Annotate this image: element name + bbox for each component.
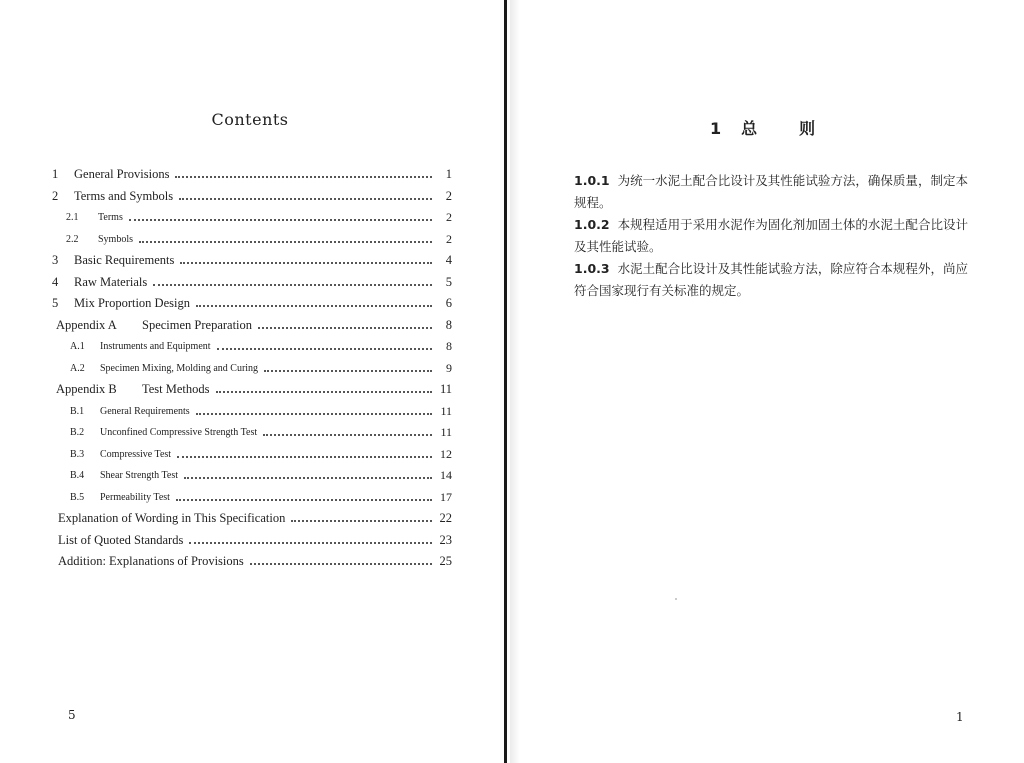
toc-entry-number: Appendix A xyxy=(56,317,117,332)
toc-entry xyxy=(52,444,452,466)
toc-entry-label: Addition: Explanations of Provisions xyxy=(58,554,244,569)
toc-leader-dots xyxy=(177,455,432,458)
toc-entry-label: Explanation of Wording in This Specification xyxy=(58,511,286,526)
toc-entry-page: 25 xyxy=(439,554,452,569)
toc-leader-dots xyxy=(176,498,432,501)
toc-entry-page: 4 xyxy=(445,253,452,268)
clause-text: 为统一水泥土配合比设计及其性能试验方法，确保质量，制定本规程。 xyxy=(574,173,968,210)
toc-entry xyxy=(52,186,452,208)
toc-entry xyxy=(52,530,452,552)
toc-entry-label: General Requirements xyxy=(100,405,190,417)
toc-entry xyxy=(52,551,452,573)
toc-entry-page: 22 xyxy=(439,511,452,526)
toc-entry-page: 9 xyxy=(446,360,452,375)
toc-leader-dots xyxy=(139,240,432,243)
toc-entry-label: Basic Requirements xyxy=(74,253,175,268)
toc-leader-dots xyxy=(216,390,432,393)
toc-entry-page: 11 xyxy=(440,425,452,440)
toc-entry-page: 17 xyxy=(440,489,452,504)
toc-entry-number: B.3 xyxy=(70,448,85,460)
chapter-title-char-2: 则 xyxy=(799,119,816,138)
toc-leader-dots xyxy=(291,519,432,522)
toc-entry xyxy=(52,508,452,530)
toc-entry-label: Raw Materials xyxy=(74,274,148,289)
toc-leader-dots xyxy=(179,197,432,200)
book-spine xyxy=(504,0,507,763)
toc-entry-label: List of Quoted Standards xyxy=(58,532,184,547)
toc-entry-page: 2 xyxy=(446,210,452,225)
clause-number: 1.0.1 xyxy=(574,173,610,188)
toc-entry-page: 5 xyxy=(445,274,452,289)
toc-leader-dots xyxy=(129,218,432,221)
toc-entry-number: 2.1 xyxy=(66,212,79,224)
toc-entry-number: A.2 xyxy=(70,362,85,374)
toc-entry xyxy=(52,422,452,444)
toc-entry-label: Compressive Test xyxy=(100,448,172,460)
toc-leader-dots xyxy=(258,326,432,329)
toc-entry xyxy=(52,465,452,487)
toc-entry-label: Shear Strength Test xyxy=(100,470,178,482)
toc-entry-number: Appendix B xyxy=(56,382,117,397)
toc-entry-label: Unconfined Compressive Strength Test xyxy=(100,427,258,439)
clause-1-0-3 xyxy=(574,258,968,302)
toc-entry-number: A.1 xyxy=(70,341,85,353)
toc-entry-number: 4 xyxy=(52,274,59,289)
toc-entry-page: 8 xyxy=(445,317,452,332)
toc-entry-page: 6 xyxy=(445,296,452,311)
toc-entry-page: 2 xyxy=(446,231,452,246)
toc-entry xyxy=(52,379,452,401)
toc-entry-number: B.4 xyxy=(70,470,85,482)
clause-number: 1.0.3 xyxy=(574,261,610,276)
toc-leader-dots xyxy=(217,347,432,350)
toc-entry-page: 2 xyxy=(445,188,452,203)
toc-leader-dots xyxy=(263,433,432,436)
toc-entry-number: 5 xyxy=(52,296,59,311)
chapter-number: 1 xyxy=(710,119,722,138)
clause-text: 本规程适用于采用水泥作为固化剂加固土体的水泥土配合比设计及其性能试验。 xyxy=(574,217,968,254)
toc-entry xyxy=(52,229,452,251)
clause-text: 水泥土配合比设计及其性能试验方法，除应符合本规程外，尚应符合国家现行有关标准的规定。 xyxy=(574,261,968,298)
toc-entry-number: 2 xyxy=(52,188,59,203)
chapter-page xyxy=(520,0,1024,763)
toc-entry-label: Mix Proportion Design xyxy=(74,296,190,311)
clause-number: 1.0.2 xyxy=(574,217,610,232)
toc-leader-dots xyxy=(189,541,432,544)
clause-1-0-2 xyxy=(574,214,968,258)
toc-entry-number: 1 xyxy=(52,167,59,182)
toc-entry xyxy=(52,207,452,229)
toc-leader-dots xyxy=(250,562,432,565)
toc-entry-number: B.5 xyxy=(70,491,85,503)
chapter-heading xyxy=(710,116,815,139)
toc-entry-number: 2.2 xyxy=(66,233,79,245)
toc-leader-dots xyxy=(196,412,432,415)
toc-entry-label: Terms xyxy=(98,212,123,224)
clause-1-0-1 xyxy=(574,170,968,214)
scan-speck xyxy=(675,598,677,600)
clause-list xyxy=(574,170,968,302)
toc-entry xyxy=(52,401,452,423)
toc-leader-dots xyxy=(153,283,432,286)
contents-page xyxy=(0,0,504,763)
toc-entry xyxy=(52,164,452,186)
toc-leader-dots xyxy=(196,304,432,307)
toc-entry xyxy=(52,487,452,509)
toc-entry-page: 11 xyxy=(439,382,452,397)
toc-entry-label: General Provisions xyxy=(74,167,170,182)
toc-entry xyxy=(52,336,452,358)
toc-entry xyxy=(52,293,452,315)
toc-entry-label: Test Methods xyxy=(142,382,210,397)
toc-entry-number: B.2 xyxy=(70,427,85,439)
toc-leader-dots xyxy=(180,261,432,264)
toc-entry-page: 1 xyxy=(445,167,452,182)
toc-entry xyxy=(52,250,452,272)
toc-leader-dots xyxy=(184,476,432,479)
toc-entry xyxy=(52,315,452,337)
toc-entry-number: B.1 xyxy=(70,405,85,417)
toc-entry-label: Instruments and Equipment xyxy=(100,341,211,353)
toc-entry-page: 11 xyxy=(440,403,452,418)
contents-title: Contents xyxy=(211,110,289,129)
chapter-title-char-1: 总 xyxy=(741,119,758,138)
toc-entry xyxy=(52,358,452,380)
toc-leader-dots xyxy=(264,369,432,372)
spine-shadow xyxy=(510,0,520,763)
toc-entry-label: Specimen Preparation xyxy=(142,317,253,332)
toc-entry-page: 23 xyxy=(439,532,452,547)
toc-entry-page: 12 xyxy=(440,446,452,461)
toc-entry-label: Specimen Mixing, Molding and Curing xyxy=(100,362,259,374)
toc-entry-page: 14 xyxy=(440,468,452,483)
toc-entry-page: 8 xyxy=(446,339,452,354)
toc-entry-label: Terms and Symbols xyxy=(74,188,174,203)
toc-entry xyxy=(52,272,452,294)
page-number-left: 5 xyxy=(68,708,76,722)
toc-entry-label: Symbols xyxy=(98,233,134,245)
table-of-contents xyxy=(52,164,452,573)
toc-leader-dots xyxy=(175,175,432,178)
page-number-right: 1 xyxy=(956,710,964,724)
toc-entry-label: Permeability Test xyxy=(100,491,170,503)
toc-entry-number: 3 xyxy=(52,253,59,268)
